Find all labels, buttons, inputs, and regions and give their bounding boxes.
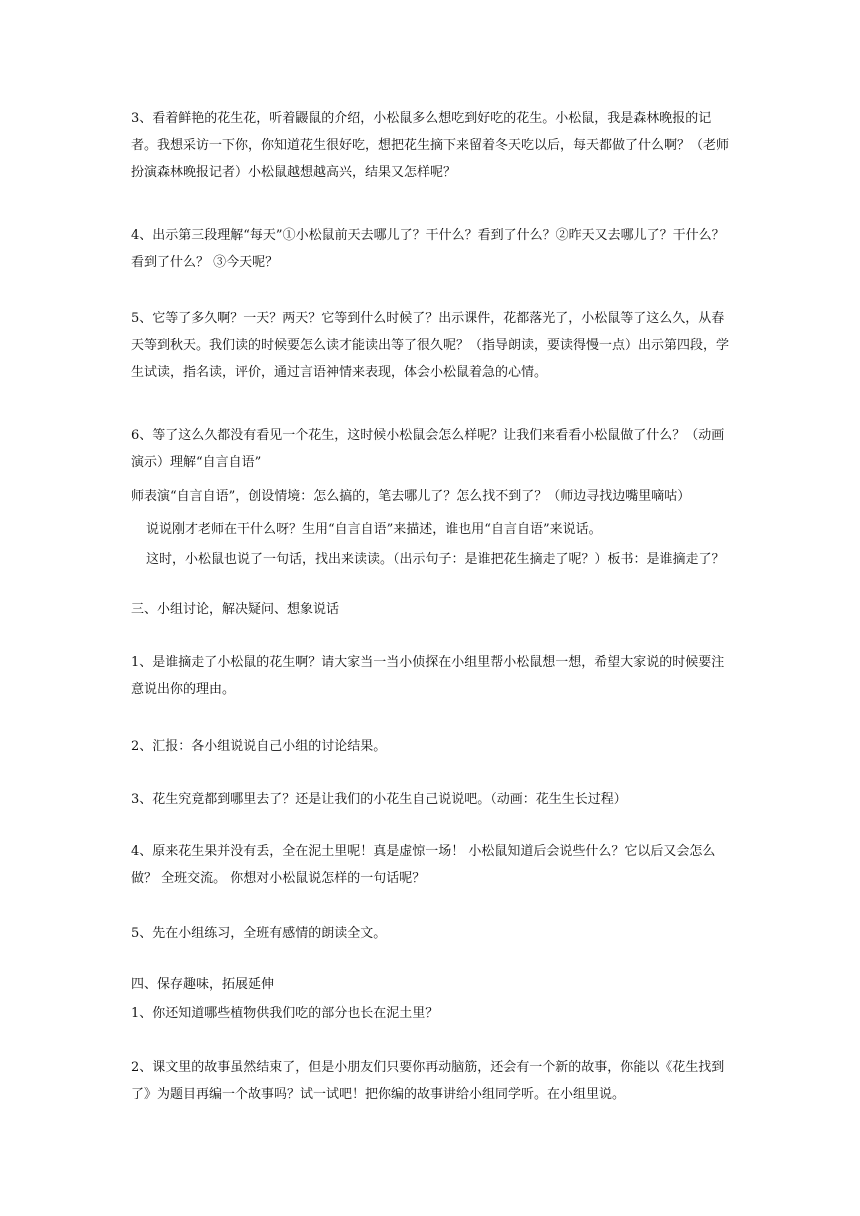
section-heading-4: 四、保存趣味，拓展延伸 bbox=[131, 977, 275, 992]
paragraph-6-reading: 这时，小松鼠也说了一句话，找出来读读。（出示句子：是谁把花生摘走了呢？）板书：是谁摘走了？ bbox=[146, 552, 725, 567]
paragraph-5: 5、它等了多久啊？一天？两天？它等到什么时候了？出示课件，花都落光了，小松鼠等了这么久，从春天等到秋天。我们读的时候要怎么读才能读出等了很久呢？（指导朗读，要读得慢一点）出示第四段，学生试读，指名读，评价，通过言语神情来表现，体会小松鼠着急的心情。 bbox=[131, 311, 730, 380]
paragraph-3: 3、看着鲜艳的花生花，听着鼹鼠的介绍，小松鼠多么想吃到好吃的花生。小松鼠，我是森林晚报的记者。我想采访一下你，你知道花生很好吃，想把花生摘下来留着冬天吃以后，每天都做了什么啊？（老师扮演森林晚报记者）小松鼠越想越高兴，结果又怎样呢？ bbox=[131, 111, 730, 180]
section-3-item-1: 1、是谁摘走了小松鼠的花生啊？请大家当一当小侦探在小组里帮小松鼠想一想，希望大家说的时候要注意说出你的理由。 bbox=[131, 655, 725, 697]
section-3-item-4: 4、原来花生果并没有丢，全在泥土里呢！真是虚惊一场！ 小松鼠知道后会说些什么？它以后又会怎么做？ 全班交流。 你想对小松鼠说怎样的一句话呢？ bbox=[131, 844, 716, 886]
section-3-item-3: 3、花生究竟都到哪里去了？还是让我们的小花生自己说说吧。（动画：花生生长过程） bbox=[131, 792, 627, 807]
section-3-item-5: 5、先在小组练习，全班有感情的朗读全文。 bbox=[131, 926, 387, 941]
paragraph-6-performance: 师表演“自言自语”，创设情境：怎么搞的，笔去哪儿了？怎么找不到了？（师边寻找边嘴里嘀咕） bbox=[131, 489, 691, 504]
paragraph-6: 6、等了这么久都没有看见一个花生，这时候小松鼠会怎么样呢？让我们来看看小松鼠做了什么？（动画演示）理解“自言自语” bbox=[131, 428, 725, 470]
paragraph-4: 4、出示第三段理解“每天”①小松鼠前天去哪儿了？干什么？看到了什么？②昨天又去哪儿了？干什么？看到了什么？ ③今天呢？ bbox=[131, 228, 725, 270]
section-heading-3: 三、小组讨论，解决疑问、想象说话 bbox=[131, 602, 340, 617]
section-3-item-2: 2、汇报：各小组说说自己小组的讨论结果。 bbox=[131, 739, 387, 754]
paragraph-6-discussion: 说说刚才老师在干什么呀？生用“自言自语”来描述，谁也用“自言自语”来说话。 bbox=[146, 522, 602, 537]
section-4-item-1: 1、你还知道哪些植物供我们吃的部分也长在泥土里？ bbox=[131, 1006, 439, 1021]
section-4-item-2: 2、课文里的故事虽然结束了，但是小朋友们只要你再动脑筋，还会有一个新的故事，你能以《花生找到了》为题目再编一个故事吗？试一试吧！把你编的故事讲给小组同学听。在小组里说。 bbox=[131, 1060, 725, 1102]
